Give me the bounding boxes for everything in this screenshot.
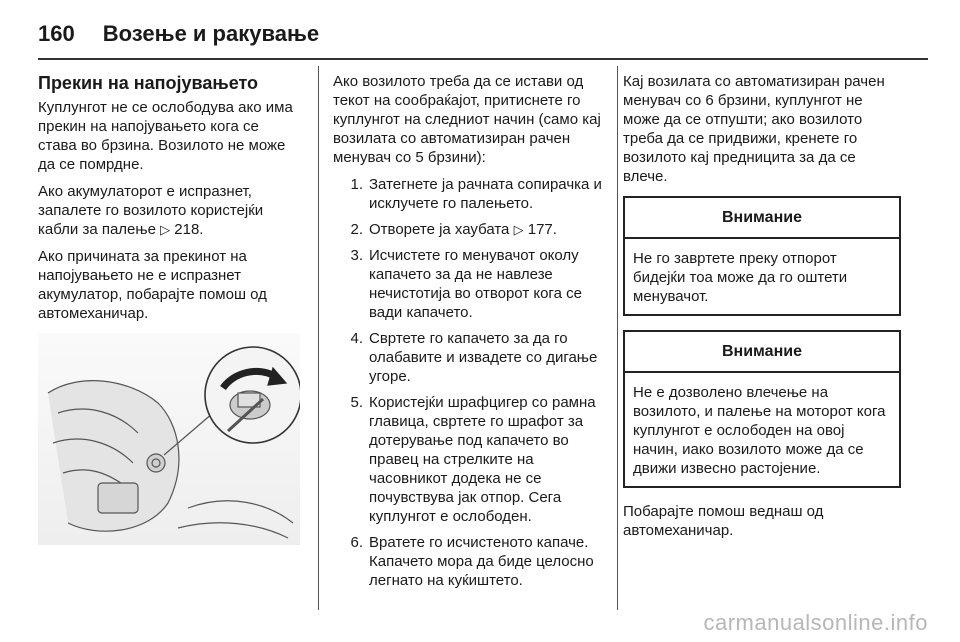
transmission-cap-illustration [38, 333, 300, 545]
step-text: Користејќи шрафцигер со рамна главица, свртете го шрафот за дотерување под капачето во правец на стрелките на часовникот додека не се почувствува јак отпор. Сега куплунгот е ослободен. [369, 394, 596, 525]
paragraph: Куплунгот не се ослободува ако има прекин на напојувањето кога се става во брзина. Возилото не може да се помрдне. [38, 99, 293, 173]
chapter-title: Возење и ракување [102, 21, 320, 46]
step-number: 3. [350, 247, 363, 264]
column-left [38, 72, 300, 545]
step-number: 4. [350, 330, 363, 347]
illustration-drawing [38, 333, 300, 545]
column-divider [617, 66, 618, 610]
page-reference-arrow-icon: ▷ [160, 222, 171, 237]
warning-box [623, 196, 901, 316]
list-item [333, 329, 605, 386]
watermark: carmanualsonline.info [703, 610, 928, 635]
step-number: 1. [350, 176, 363, 193]
paragraph-text: Ако акумулаторот е испразнет, запалете го возилото користејќи кабли за палење [38, 183, 264, 238]
paragraph: Побарајте помош веднаш од автомеханичар. [623, 503, 824, 539]
page-reference-arrow-icon: ▷ [513, 222, 524, 237]
warning-box [623, 330, 901, 488]
section-title: Прекин на напојувањето [38, 73, 259, 93]
warning-text: Не е дозволено влечење на возилото, и палење на моторот кога куплунгот е ослободен на овој начин, иако возилото може да се движи извесно растојение. [633, 384, 886, 477]
page-header [38, 14, 319, 54]
warning-title: Внимание [625, 198, 899, 239]
step-text: Исчистете го менувачот околу капачето за да не навлезе нечистотија во отворот кога се вади капачето. [369, 247, 582, 321]
step-content [369, 220, 605, 239]
page-reference: 218. [174, 221, 204, 238]
header-rule [38, 58, 928, 60]
list-item [333, 220, 605, 239]
step-number: 6. [350, 534, 363, 551]
warning-title: Внимание [625, 332, 899, 373]
step-number: 2. [350, 221, 363, 238]
warning-text: Не го завртете преку отпорот бидејќи тоа може да го оштети менувачот. [633, 250, 848, 305]
paragraph [38, 182, 300, 239]
paragraph: Ако причината за прекинот на напојувањето не е испразнет акумулатор, побарајте помош од автомеханичар. [38, 248, 267, 322]
list-item [333, 533, 605, 590]
column-middle [333, 72, 605, 598]
step-text: Затегнете ја рачната сопирачка и исклучете го палењето. [369, 176, 602, 212]
page-number: 160 [38, 21, 75, 46]
paragraph: Кај возилата со автоматизиран рачен менувач со 6 брзини, куплунгот не може да се отпушти; ако возилото треба да се придвижи, кренете го возилото кај предницита за да се влече. [623, 73, 885, 185]
page-reference: 177. [527, 221, 557, 238]
step-number: 5. [350, 394, 363, 411]
column-divider [318, 66, 319, 610]
steps-list [333, 175, 605, 590]
list-item [333, 175, 605, 213]
step-text: Вратете го исчистеното капаче. Капачето мора да биде целосно легнато на куќиштето. [369, 534, 594, 589]
step-text: Свртете го капачето за да го олабавите и извадете со дигање угоре. [369, 330, 598, 385]
list-item [333, 246, 605, 322]
list-item [333, 393, 605, 526]
paragraph: Ако возилото треба да се истави од текот на сообраќајот, притиснете го куплунгот на следниот начин (само кај возилата со автоматизиран рачен менувач со 5 брзини): [333, 73, 601, 166]
column-right [623, 72, 901, 548]
step-text: Отворете ја хаубата [369, 221, 510, 238]
